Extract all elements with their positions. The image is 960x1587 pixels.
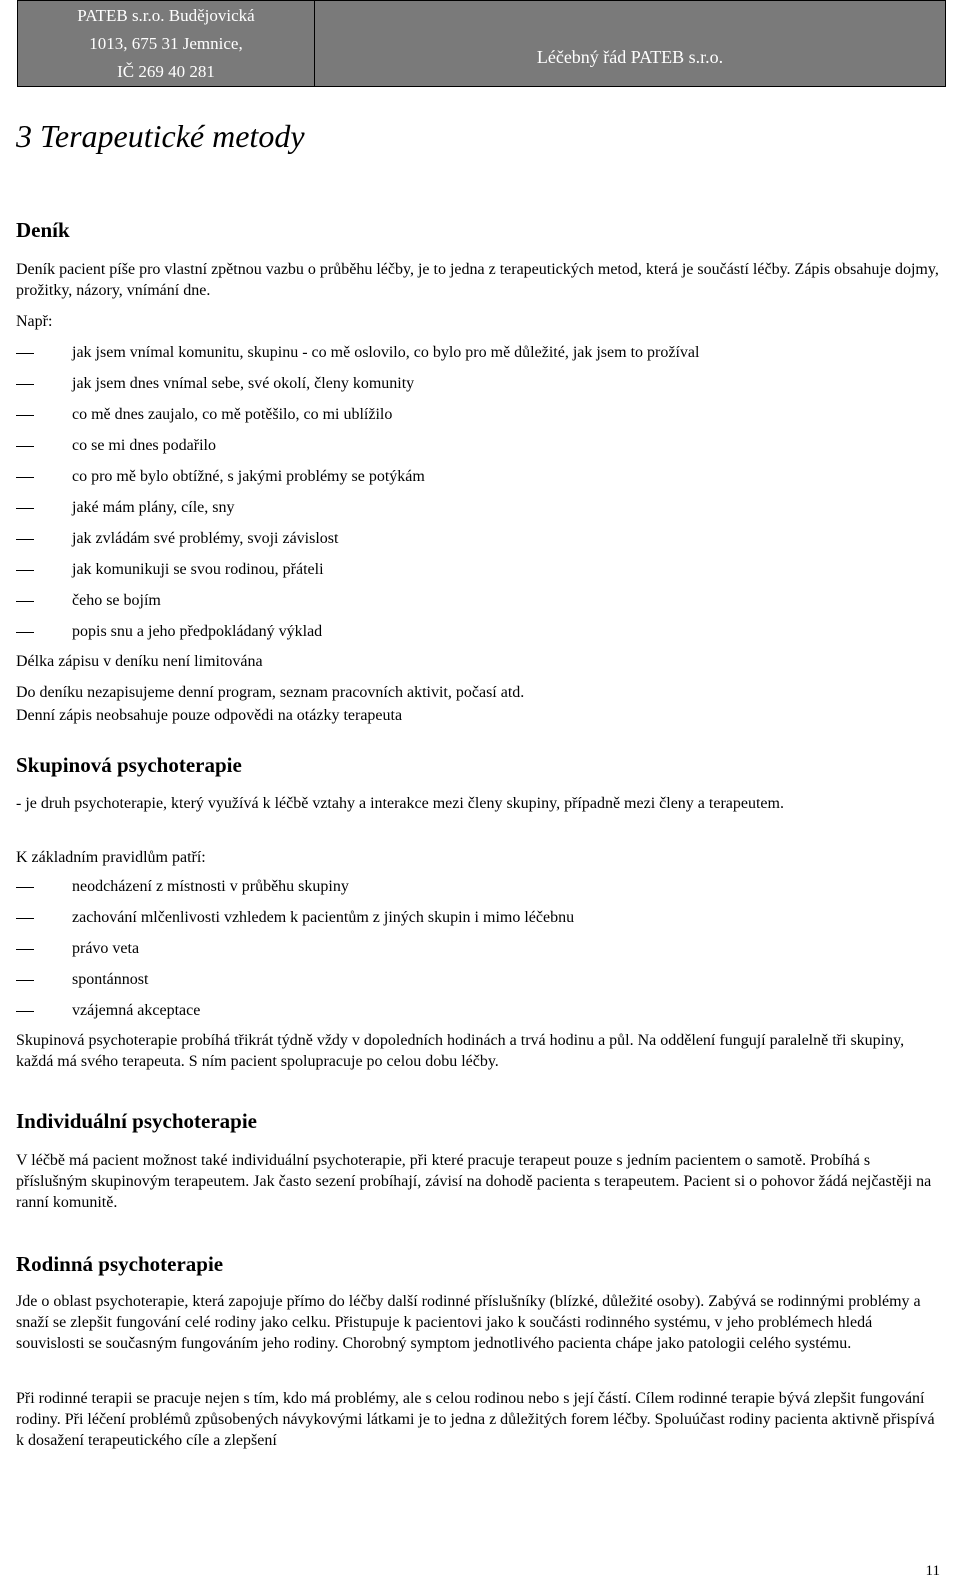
paragraph: Jde o oblast psychoterapie, která zapojuje přímo do léčby další rodinné příslušníky (blízké, důležité osoby). Zabývá se rodinnými problémy a snaží se zlepšit fungování celé rodiny jako celku. Přistupuje k pacientovi jako k součásti rodinného systému, v jeho problémech hledá souvislosti se současným fungováním jeho rodiny. Chorobný symptom jednotlivého pacienta chápe jako patologii celého systému.	[16, 1293, 921, 1352]
paragraph: Denní zápis neobsahuje pouze odpovědi na otázky terapeuta	[16, 707, 403, 724]
paragraph: - je druh psychoterapie, který využívá k léčbě vztahy a interakce mezi členy skupiny, případně mezi členy a terapeutem.	[16, 795, 784, 812]
group-rules-list	[16, 876, 574, 1031]
paragraph: Do deníku nezapisujeme denní program, seznam pracovních aktivit, počasí atd.	[16, 684, 525, 701]
list-item: jak zvládám své problémy, svoji závislost	[16, 528, 699, 559]
list-item: neodcházení z místnosti v průběhu skupiny	[16, 876, 574, 907]
list-item: jak jsem vnímal komunitu, skupinu - co mě oslovilo, co bylo pro mě důležité, jak jsem to prožíval	[16, 342, 699, 373]
list-item: zachování mlčenlivosti vzhledem k pacientům z jiných skupin i mimo léčebnu	[16, 907, 574, 938]
paragraph: Skupinová psychoterapie probíhá třikrát týdně vždy v dopoledních hodinách a trvá hodinu a půl. Na oddělení fungují paralelně tři skupiny, každá má svého terapeuta. S ním pacient spolupracuje po celou dobu léčby.	[16, 1032, 905, 1070]
list-item: spontánnost	[16, 969, 574, 1000]
list-item: co pro mě bylo obtížné, s jakými problémy se potýkám	[16, 466, 699, 497]
list-item: co se mi dnes podařilo	[16, 435, 699, 466]
list-item: co mě dnes zaujalo, co mě potěšilo, co mi ublížilo	[16, 404, 699, 435]
section-heading-rodinna: Rodinná psychoterapie	[16, 1252, 224, 1276]
paragraph: Při rodinné terapii se pracuje nejen s tím, kdo má problémy, ale s celou rodinou nebo s její částí. Cílem rodinné terapie bývá zlepšit fungování rodiny. Při léčení problémů způsobených návykovými látkami je to jedna z důležitých forem léčby. Spoluúčast rodiny pacienta aktivně přispívá k dosažení terapeutického cíle a zlepšení	[16, 1390, 935, 1449]
rules-label: K základním pravidlům patří:	[16, 849, 206, 866]
page-header	[17, 0, 946, 87]
page-number: 11	[925, 1563, 940, 1579]
list-item: jak jsem dnes vnímal sebe, své okolí, členy komunity	[16, 373, 699, 404]
paragraph: Délka zápisu v deníku není limitována	[16, 653, 263, 670]
chapter-title: 3 Terapeutické metody	[16, 118, 305, 154]
section-heading-denik: Deník	[16, 218, 70, 242]
list-item: jak komunikuji se svou rodinou, přáteli	[16, 559, 699, 590]
list-item: popis snu a jeho předpokládaný výklad	[16, 621, 699, 652]
section-heading-individualni: Individuální psychoterapie	[16, 1109, 257, 1133]
list-item: jaké mám plány, cíle, sny	[16, 497, 699, 528]
paragraph: V léčbě má pacient možnost také individuální psychoterapie, při které pracuje terapeut pouze s jedním pacientem o samotě. Probíhá s příslušným skupinovým terapeutem. Jak často sezení probíhají, závisí na dohodě pacienta s terapeutem. Pacient si o pohovor žádá nejčastěji na ranní komunitě.	[16, 1152, 932, 1211]
company-line: IČ 269 40 281	[117, 61, 215, 81]
paragraph: Deník pacient píše pro vlastní zpětnou vazbu o průběhu léčby, je to jedna z terapeutických metod, která je součástí léčby. Zápis obsahuje dojmy, prožitky, názory, vnímání dne.	[16, 261, 939, 299]
list-item: čeho se bojím	[16, 590, 699, 621]
diary-topics-list	[16, 342, 699, 652]
example-label: Např:	[16, 313, 53, 330]
company-line: PATEB s.r.o. Budějovická	[77, 5, 255, 25]
list-item: vzájemná akceptace	[16, 1000, 574, 1031]
section-heading-skupinova: Skupinová psychoterapie	[16, 753, 242, 777]
company-line: 1013, 675 31 Jemnice,	[89, 33, 243, 53]
document-title: Léčebný řád PATEB s.r.o.	[315, 1, 946, 87]
list-item: právo veta	[16, 938, 574, 969]
company-info	[18, 1, 315, 87]
